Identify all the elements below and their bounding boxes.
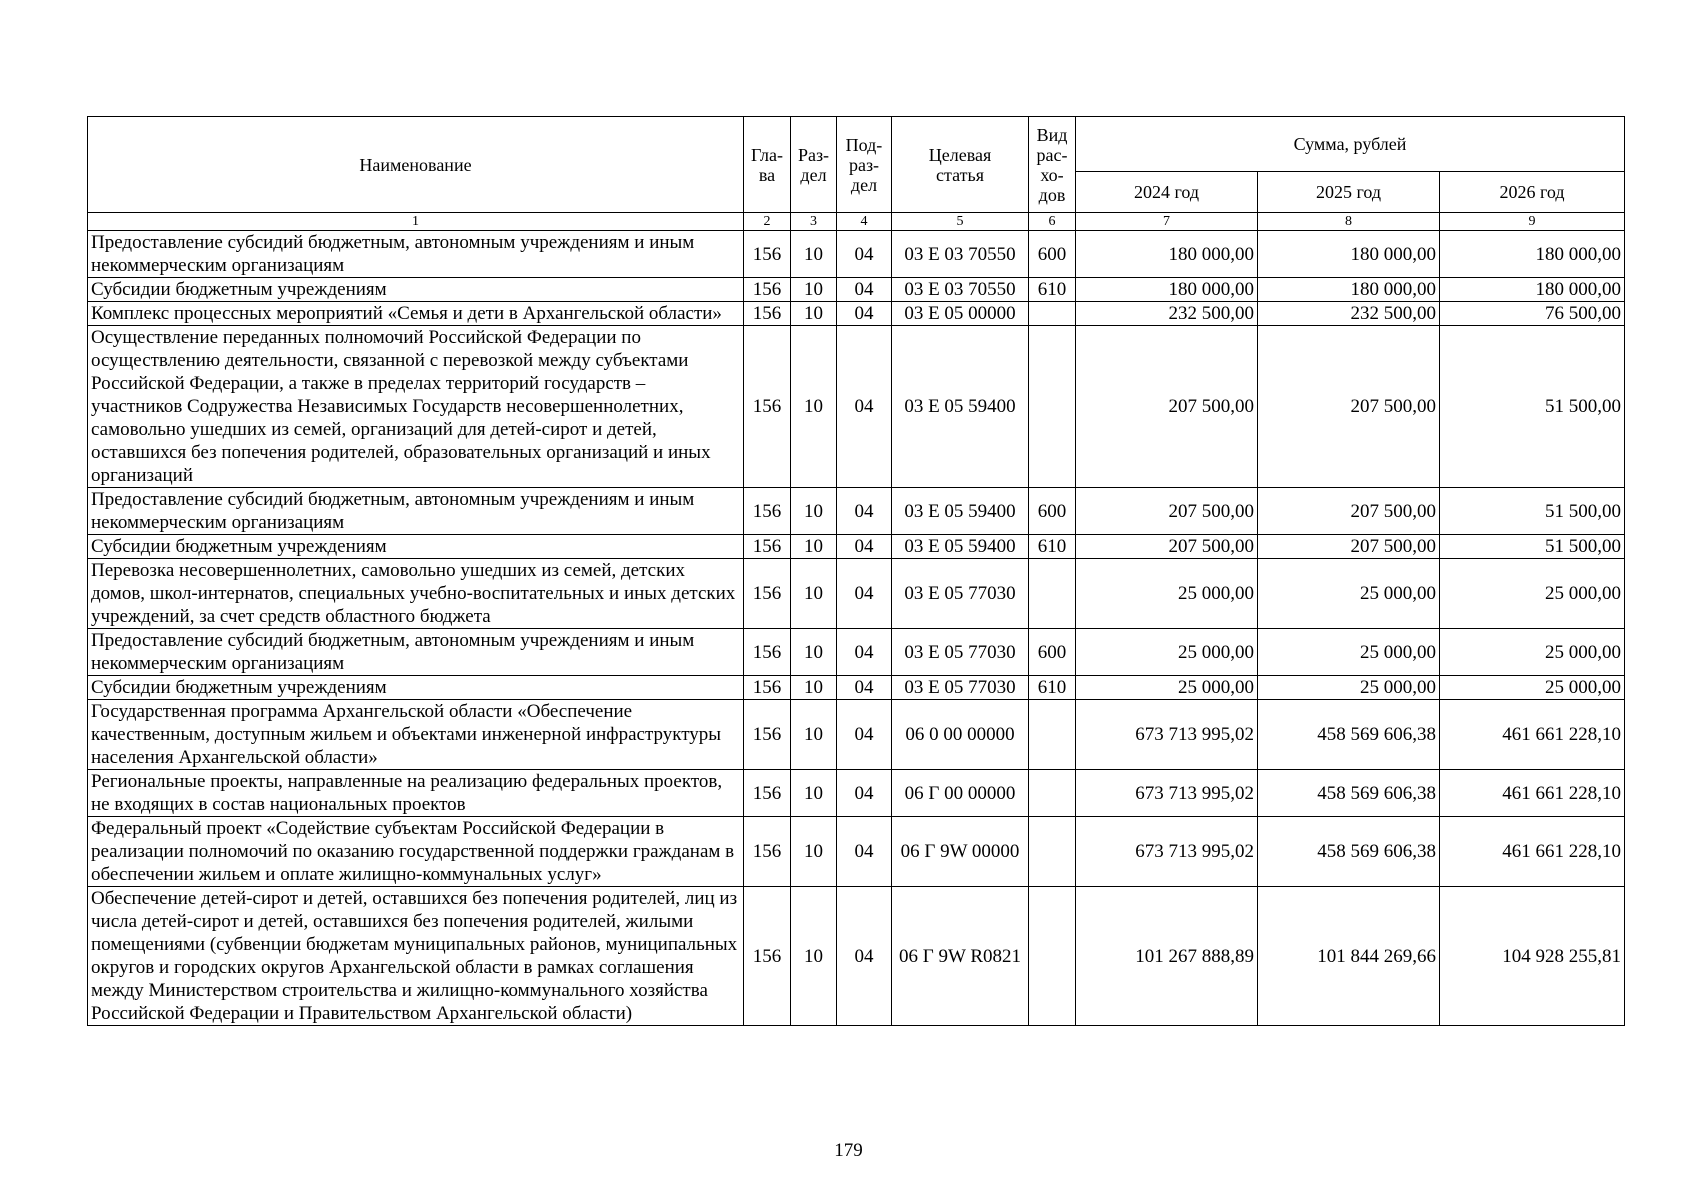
row-amount-2025-cell: 207 500,00 [1258, 326, 1440, 488]
row-razdel-cell: 10 [791, 302, 837, 326]
row-razdel-cell: 10 [791, 231, 837, 278]
table-row [88, 676, 1625, 700]
row-name-cell: Федеральный проект «Содействие субъектам Российской Федерации в реализации полномочий по оказанию государственной поддержки гражданам в обеспечении жильем и оплате жилищно-коммунальных услуг» [88, 817, 744, 887]
table-row [88, 535, 1625, 559]
row-vid-cell: 600 [1029, 488, 1076, 535]
column-number: 4 [837, 213, 892, 231]
column-number: 8 [1258, 213, 1440, 231]
row-amount-2024-cell: 232 500,00 [1076, 302, 1258, 326]
row-amount-2026-cell: 25 000,00 [1440, 629, 1625, 676]
table-row [88, 559, 1625, 629]
row-glava-cell: 156 [744, 629, 791, 676]
budget-table-container [87, 116, 1624, 1026]
column-number: 7 [1076, 213, 1258, 231]
column-number-row [88, 213, 1625, 231]
row-razdel-cell: 10 [791, 559, 837, 629]
row-amount-2026-cell: 51 500,00 [1440, 326, 1625, 488]
row-name-cell: Региональные проекты, направленные на реализацию федеральных проектов, не входящих в состав национальных проектов [88, 770, 744, 817]
column-number: 5 [892, 213, 1029, 231]
row-name-cell: Осуществление переданных полномочий Российской Федерации по осуществлению деятельности, связанной с перевозкой между субъектами Российской Федерации, а также в пределах территорий государств – участников Содружества Независимых Государств несовершеннолетних, самовольно ушедших из семей, организаций для детей-сирот и детей, оставшихся без попечения родителей, образовательных организаций и иных организаций [88, 326, 744, 488]
table-row [88, 302, 1625, 326]
row-target-cell: 03 Е 05 00000 [892, 302, 1029, 326]
row-target-cell: 03 Е 03 70550 [892, 278, 1029, 302]
column-number: 3 [791, 213, 837, 231]
row-target-cell: 03 Е 03 70550 [892, 231, 1029, 278]
row-podrazdel-cell: 04 [837, 302, 892, 326]
row-name-cell: Субсидии бюджетным учреждениям [88, 278, 744, 302]
row-target-cell: 03 Е 05 77030 [892, 559, 1029, 629]
row-name-cell: Обеспечение детей-сирот и детей, оставшихся без попечения родителей, лиц из числа детей-сирот и детей, оставшихся без попечения родителей, жилыми помещениями (субвенции бюджетам муниципальных районов, муниципальных округов и городских округов Архангельской области в рамках соглашения между Министерством строительства и жилищно-коммунального хозяйства Российской Федерации и Правительством Архангельской области) [88, 887, 744, 1026]
column-number: 9 [1440, 213, 1625, 231]
row-amount-2025-cell: 25 000,00 [1258, 676, 1440, 700]
row-target-cell: 03 Е 05 59400 [892, 488, 1029, 535]
row-amount-2026-cell: 180 000,00 [1440, 278, 1625, 302]
row-glava-cell: 156 [744, 676, 791, 700]
row-amount-2026-cell: 180 000,00 [1440, 231, 1625, 278]
row-name-cell: Комплекс процессных мероприятий «Семья и дети в Архангельской области» [88, 302, 744, 326]
row-razdel-cell: 10 [791, 535, 837, 559]
header-sum: Сумма, рублей [1076, 117, 1625, 172]
row-vid-cell [1029, 302, 1076, 326]
row-name-cell: Предоставление субсидий бюджетным, автономным учреждениям и иным некоммерческим организациям [88, 629, 744, 676]
row-vid-cell [1029, 559, 1076, 629]
row-amount-2026-cell: 25 000,00 [1440, 676, 1625, 700]
row-razdel-cell: 10 [791, 326, 837, 488]
header-podrazdel-label: Под- раз- дел [845, 134, 883, 195]
row-razdel-cell: 10 [791, 278, 837, 302]
row-name-cell: Государственная программа Архангельской области «Обеспечение качественным, доступным жильем и объектами инженерной инфраструктуры населения Архангельской области» [88, 700, 744, 770]
table-row [88, 629, 1625, 676]
row-glava-cell: 156 [744, 231, 791, 278]
row-target-cell: 03 Е 05 59400 [892, 326, 1029, 488]
row-amount-2025-cell: 207 500,00 [1258, 535, 1440, 559]
row-razdel-cell: 10 [791, 676, 837, 700]
row-amount-2024-cell: 207 500,00 [1076, 535, 1258, 559]
row-vid-cell [1029, 770, 1076, 817]
row-razdel-cell: 10 [791, 629, 837, 676]
row-amount-2025-cell: 458 569 606,38 [1258, 817, 1440, 887]
row-vid-cell: 610 [1029, 676, 1076, 700]
table-row [88, 700, 1625, 770]
header-glava-label: Гла- ва [750, 144, 784, 185]
row-amount-2025-cell: 180 000,00 [1258, 278, 1440, 302]
row-amount-2026-cell: 76 500,00 [1440, 302, 1625, 326]
row-razdel-cell: 10 [791, 488, 837, 535]
header-razdel-label: Раз- дел [797, 144, 830, 185]
row-podrazdel-cell: 04 [837, 278, 892, 302]
row-amount-2026-cell: 25 000,00 [1440, 559, 1625, 629]
header-year-2025: 2025 год [1258, 172, 1440, 213]
header-razdel [791, 117, 837, 213]
row-amount-2024-cell: 25 000,00 [1076, 559, 1258, 629]
row-glava-cell: 156 [744, 302, 791, 326]
table-row [88, 887, 1625, 1026]
header-name: Наименование [88, 117, 744, 213]
row-vid-cell [1029, 817, 1076, 887]
row-razdel-cell: 10 [791, 700, 837, 770]
row-podrazdel-cell: 04 [837, 676, 892, 700]
header-glava [744, 117, 791, 213]
column-number: 1 [88, 213, 744, 231]
row-vid-cell: 610 [1029, 535, 1076, 559]
row-name-cell: Субсидии бюджетным учреждениям [88, 535, 744, 559]
header-vid-label: Вид рас- хо- дов [1036, 124, 1068, 205]
row-amount-2026-cell: 461 661 228,10 [1440, 770, 1625, 817]
table-row [88, 231, 1625, 278]
row-vid-cell [1029, 326, 1076, 488]
row-amount-2024-cell: 673 713 995,02 [1076, 700, 1258, 770]
row-amount-2024-cell: 25 000,00 [1076, 629, 1258, 676]
header-podrazdel [837, 117, 892, 213]
row-glava-cell: 156 [744, 326, 791, 488]
row-amount-2024-cell: 180 000,00 [1076, 278, 1258, 302]
column-number: 6 [1029, 213, 1076, 231]
row-glava-cell: 156 [744, 700, 791, 770]
row-amount-2024-cell: 673 713 995,02 [1076, 770, 1258, 817]
table-row [88, 326, 1625, 488]
row-target-cell: 03 Е 05 77030 [892, 629, 1029, 676]
row-amount-2024-cell: 207 500,00 [1076, 488, 1258, 535]
row-podrazdel-cell: 04 [837, 559, 892, 629]
table-row [88, 817, 1625, 887]
row-razdel-cell: 10 [791, 817, 837, 887]
row-amount-2025-cell: 232 500,00 [1258, 302, 1440, 326]
row-podrazdel-cell: 04 [837, 887, 892, 1026]
row-amount-2026-cell: 461 661 228,10 [1440, 700, 1625, 770]
table-row [88, 488, 1625, 535]
row-vid-cell [1029, 700, 1076, 770]
header-year-2024: 2024 год [1076, 172, 1258, 213]
row-amount-2025-cell: 25 000,00 [1258, 559, 1440, 629]
row-podrazdel-cell: 04 [837, 770, 892, 817]
header-target [892, 117, 1029, 213]
row-amount-2025-cell: 180 000,00 [1258, 231, 1440, 278]
row-name-cell: Предоставление субсидий бюджетным, автономным учреждениям и иным некоммерческим организациям [88, 488, 744, 535]
header-target-label: Целевая статья [928, 144, 992, 185]
row-target-cell: 06 Г 9W 00000 [892, 817, 1029, 887]
row-amount-2025-cell: 25 000,00 [1258, 629, 1440, 676]
row-amount-2025-cell: 458 569 606,38 [1258, 700, 1440, 770]
table-row [88, 278, 1625, 302]
row-podrazdel-cell: 04 [837, 700, 892, 770]
row-amount-2026-cell: 51 500,00 [1440, 535, 1625, 559]
row-glava-cell: 156 [744, 278, 791, 302]
budget-table [87, 116, 1625, 1026]
row-podrazdel-cell: 04 [837, 231, 892, 278]
row-amount-2025-cell: 207 500,00 [1258, 488, 1440, 535]
column-number: 2 [744, 213, 791, 231]
row-name-cell: Субсидии бюджетным учреждениям [88, 676, 744, 700]
row-vid-cell [1029, 887, 1076, 1026]
row-razdel-cell: 10 [791, 770, 837, 817]
row-name-cell: Предоставление субсидий бюджетным, автономным учреждениям и иным некоммерческим организациям [88, 231, 744, 278]
row-target-cell: 03 Е 05 77030 [892, 676, 1029, 700]
row-amount-2024-cell: 25 000,00 [1076, 676, 1258, 700]
row-amount-2026-cell: 51 500,00 [1440, 488, 1625, 535]
row-amount-2024-cell: 101 267 888,89 [1076, 887, 1258, 1026]
row-amount-2026-cell: 461 661 228,10 [1440, 817, 1625, 887]
row-podrazdel-cell: 04 [837, 535, 892, 559]
row-name-cell: Перевозка несовершеннолетних, самовольно ушедших из семей, детских домов, школ-интернатов, специальных учебно-воспитательных и иных детских учреждений, за счет средств областного бюджета [88, 559, 744, 629]
table-body [88, 231, 1625, 1026]
row-podrazdel-cell: 04 [837, 629, 892, 676]
row-amount-2024-cell: 180 000,00 [1076, 231, 1258, 278]
row-amount-2025-cell: 458 569 606,38 [1258, 770, 1440, 817]
row-amount-2024-cell: 207 500,00 [1076, 326, 1258, 488]
row-amount-2025-cell: 101 844 269,66 [1258, 887, 1440, 1026]
row-amount-2026-cell: 104 928 255,81 [1440, 887, 1625, 1026]
row-vid-cell: 600 [1029, 231, 1076, 278]
row-razdel-cell: 10 [791, 887, 837, 1026]
row-target-cell: 06 0 00 00000 [892, 700, 1029, 770]
header-vid [1029, 117, 1076, 213]
row-podrazdel-cell: 04 [837, 817, 892, 887]
page-number: 179 [834, 1140, 863, 1161]
header-year-2026: 2026 год [1440, 172, 1625, 213]
row-glava-cell: 156 [744, 535, 791, 559]
row-glava-cell: 156 [744, 887, 791, 1026]
row-amount-2024-cell: 673 713 995,02 [1076, 817, 1258, 887]
row-podrazdel-cell: 04 [837, 326, 892, 488]
row-glava-cell: 156 [744, 488, 791, 535]
row-target-cell: 06 Г 00 00000 [892, 770, 1029, 817]
row-podrazdel-cell: 04 [837, 488, 892, 535]
table-row [88, 770, 1625, 817]
row-target-cell: 06 Г 9W R0821 [892, 887, 1029, 1026]
row-vid-cell: 610 [1029, 278, 1076, 302]
row-glava-cell: 156 [744, 817, 791, 887]
row-glava-cell: 156 [744, 559, 791, 629]
row-vid-cell: 600 [1029, 629, 1076, 676]
row-glava-cell: 156 [744, 770, 791, 817]
row-target-cell: 03 Е 05 59400 [892, 535, 1029, 559]
